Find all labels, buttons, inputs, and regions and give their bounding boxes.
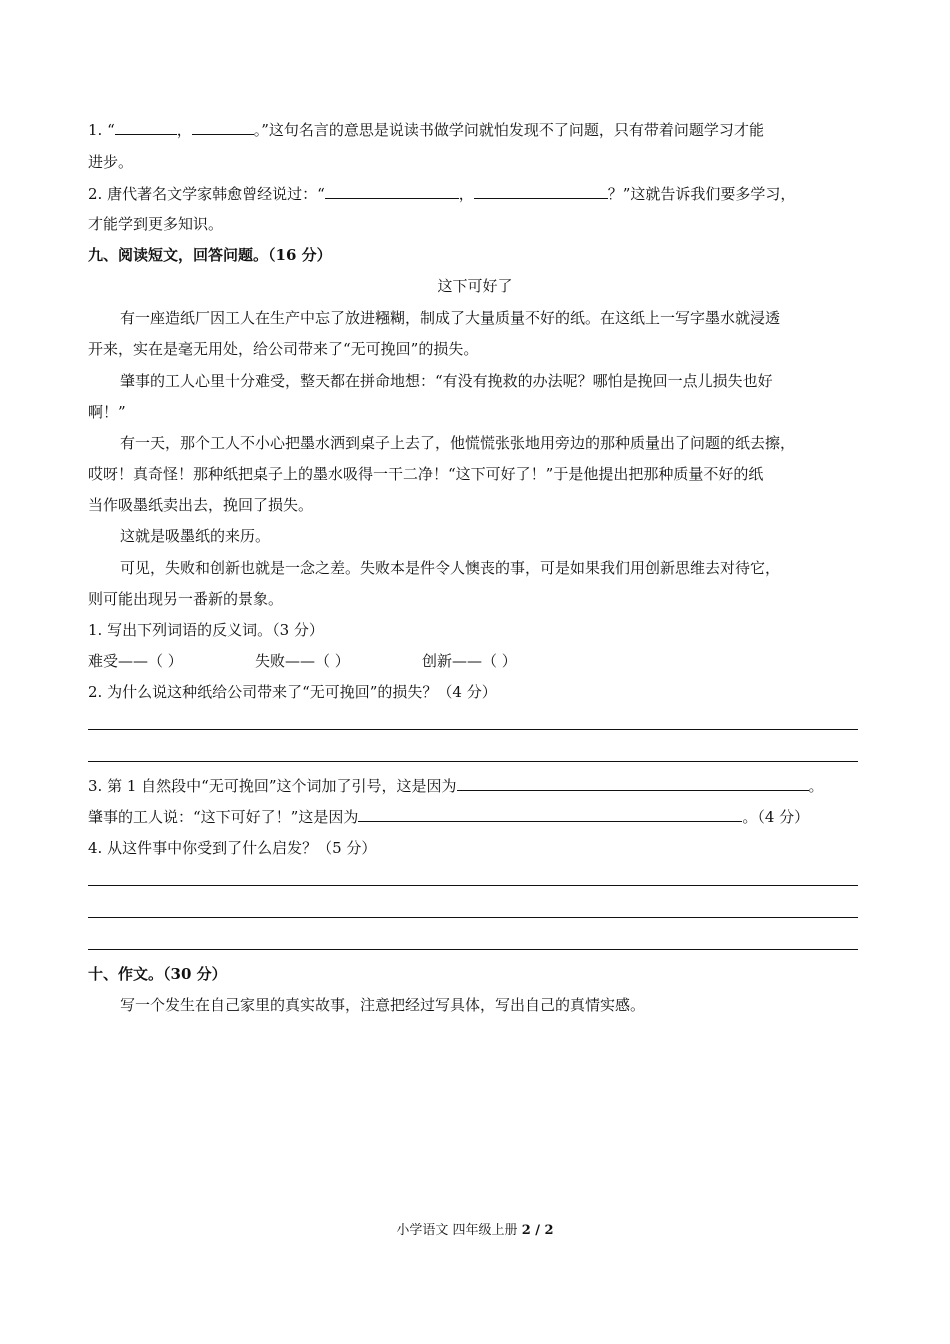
passage-paragraph-3-cont: 当作吸墨纸卖出去，挽回了损失。 — [88, 496, 314, 514]
passage-paragraph-1-cont: 开来，实在是毫无用处，给公司带来了“无可挽回”的损失。 — [88, 340, 479, 358]
fill-blank[interactable] — [192, 120, 254, 135]
s9-question-3-cont: 肇事的工人说：“这下可好了！”这是因为 。（4 分） — [88, 808, 810, 826]
section-10-heading: 十、作文。（30 分） — [88, 965, 227, 983]
s9-question-2: 2. 为什么说这种纸给公司带来了“无可挽回”的损失？（4 分） — [88, 683, 497, 701]
fill-blank[interactable] — [115, 120, 177, 135]
answer-line[interactable] — [88, 761, 858, 762]
antonym-innovation[interactable]: 创新——（ ） — [422, 652, 517, 670]
fill-blank[interactable] — [474, 184, 608, 199]
passage-paragraph-2: 肇事的工人心里十分难受，整天都在拼命地想：“有没有挽救的办法呢？哪怕是挽回一点儿损失也好 — [120, 372, 773, 390]
passage-title: 这下可好了 — [437, 277, 513, 295]
s8-question-1-cont: 进步。 — [88, 153, 134, 171]
fill-blank[interactable] — [325, 184, 459, 199]
s9-question-3: 3. 第 1 自然段中“无可挽回”这个词加了引号，这是因为 。 — [88, 777, 824, 795]
passage-paragraph-5-cont: 则可能出现另一番新的景象。 — [88, 590, 284, 608]
page-footer — [0, 1221, 950, 1241]
answer-line[interactable] — [88, 885, 858, 886]
passage-paragraph-3-cont: 哎呀！真奇怪！那种纸把桌子上的墨水吸得一干二净！“这下可好了！”于是他提出把那种质量不好的纸 — [88, 465, 764, 483]
antonym-failure[interactable]: 失败——（ ） — [255, 652, 350, 670]
answer-line[interactable] — [88, 917, 858, 918]
passage-paragraph-1: 有一座造纸厂因工人在生产中忘了放进糨糊，制成了大量质量不好的纸。在这纸上一写字墨水就浸透 — [120, 309, 781, 327]
answer-line[interactable] — [88, 949, 858, 950]
s8-question-1: 1. “ ， 。”这句名言的意思是说读书做学问就怕发现不了问题，只有带着问题学习才能 — [88, 121, 764, 139]
passage-paragraph-3: 有一天，那个工人不小心把墨水洒到桌子上去了，他慌慌张张地用旁边的那种质量出了问题的纸去擦， — [120, 434, 796, 452]
s9-question-4: 4. 从这件事中你受到了什么启发？（5 分） — [88, 839, 377, 857]
s9-question-1: 1. 写出下列词语的反义词。（3 分） — [88, 621, 324, 639]
page-number: 2 / 2 — [521, 1223, 554, 1238]
composition-prompt: 写一个发生在自己家里的真实故事，注意把经过写具体，写出自己的真情实感。 — [120, 996, 646, 1014]
passage-paragraph-2-cont: 啊！” — [88, 403, 126, 421]
passage-paragraph-4: 这就是吸墨纸的来历。 — [120, 527, 271, 545]
passage-paragraph-5: 可见，失败和创新也就是一念之差。失败本是件令人懊丧的事，可是如果我们用创新思维去对待它， — [120, 559, 781, 577]
fill-blank[interactable] — [457, 776, 809, 791]
footer-text: 小学语文 四年级上册 — [396, 1223, 522, 1238]
section-9-heading: 九、阅读短文，回答问题。（16 分） — [88, 246, 332, 264]
s8-question-2-cont: 才能学到更多知识。 — [88, 215, 224, 233]
s8-question-2: 2. 唐代著名文学家韩愈曾经说过：“ ， ？”这就告诉我们要多学习， — [88, 185, 796, 203]
antonym-difficult[interactable]: 难受——（ ） — [88, 652, 183, 670]
fill-blank[interactable] — [358, 807, 742, 822]
answer-line[interactable] — [88, 729, 858, 730]
